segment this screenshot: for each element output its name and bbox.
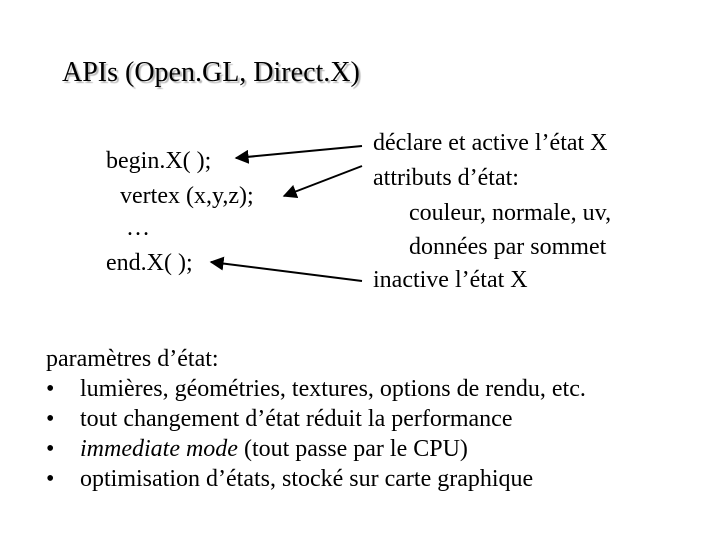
note-text: optimisation d’états, stocké sur carte graphique — [80, 466, 534, 492]
code-end: end.X( ); — [106, 250, 193, 276]
code-vertex: vertex (x,y,z); — [120, 183, 254, 209]
desc-color-normal-uv: couleur, normale, uv, — [409, 200, 612, 226]
bullet-icon: • — [46, 406, 55, 432]
arrow-begin — [236, 146, 362, 158]
note-text: (tout passe par le CPU) — [237, 436, 468, 462]
desc-per-vertex: données par sommet — [409, 234, 607, 260]
notes-heading: paramètres d’état: — [46, 346, 219, 372]
list-item — [46, 434, 706, 464]
notes-list — [46, 374, 706, 494]
note-text: tout changement d’état réduit la performance — [80, 406, 513, 432]
notes — [46, 344, 706, 494]
desc-deactivate: inactive l’état X — [373, 267, 528, 293]
list-item — [46, 374, 706, 404]
desc-declare: déclare et active l’état X — [373, 130, 608, 156]
arrow-vertex — [284, 166, 362, 196]
note-emphasis: immediate mode — [80, 436, 238, 462]
list-item — [46, 404, 706, 434]
code-begin: begin.X( ); — [106, 148, 212, 174]
bullet-icon: • — [46, 466, 55, 492]
bullet-icon: • — [46, 376, 55, 402]
desc-attributes: attributs d’état: — [373, 165, 519, 191]
note-text: lumières, géométries, textures, options de rendu, etc. — [80, 376, 586, 402]
arrow-end — [211, 262, 362, 281]
list-item — [46, 464, 706, 494]
slide-title: APIs (Open.GL, Direct.X) — [62, 57, 360, 88]
code-ellipsis: … — [126, 215, 150, 241]
bullet-icon: • — [46, 436, 55, 462]
